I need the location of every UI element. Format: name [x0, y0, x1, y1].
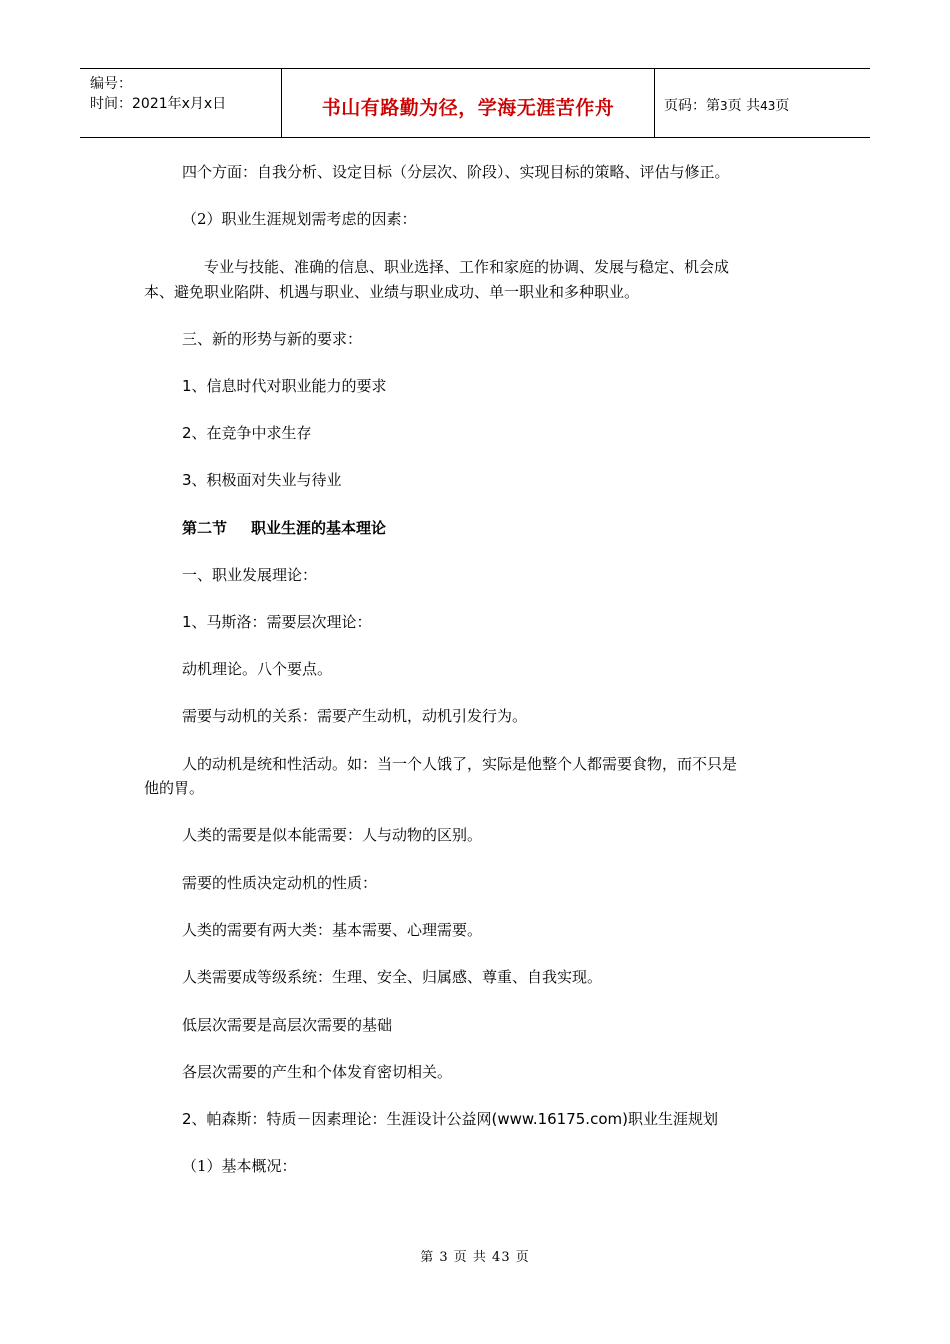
- list-item-1: 1、信息时代对职业能力的要求: [182, 377, 387, 395]
- header-left-cell: [80, 69, 280, 137]
- subheading-maslow: 1、马斯洛：需要层次理论：: [182, 613, 372, 631]
- paragraph-four-aspects: 四个方面：自我分析、设定目标（分层次、阶段）、实现目标的策略、评估与修正。: [182, 163, 730, 181]
- time-text: 时间：2021年x月x日: [90, 96, 227, 112]
- page-footer: 第 3 页 共 43 页: [420, 1250, 530, 1265]
- section-heading-new-situation: 三、新的形势与新的要求：: [182, 330, 363, 348]
- paragraph-lower-needs: 低层次需要是高层次需要的基础: [182, 1016, 393, 1034]
- list-item-2: 2、在竞争中求生存: [182, 424, 312, 442]
- paragraph-motivation-theory: 动机理论。八个要点。: [182, 660, 333, 678]
- paragraph-instinct-needs: 人类的需要是似本能需要：人与动物的区别。: [182, 826, 483, 844]
- page-total: 43: [760, 99, 776, 113]
- page-indicator: [664, 95, 789, 115]
- paragraph-factors-line2: 本、避免职业陷阱、机遇与职业、业绩与职业成功、单一职业和多种职业。: [144, 283, 640, 301]
- paragraph-two-categories: 人类的需要有两大类：基本需要、心理需要。: [182, 921, 483, 939]
- paragraph-need-motivation: 需要与动机的关系：需要产生动机，动机引发行为。: [182, 707, 528, 725]
- subheading-career-development: 一、职业发展理论：: [182, 566, 318, 584]
- header-center-cell: [281, 69, 655, 137]
- paragraph-factors-heading: （2）职业生涯规划需考虑的因素：: [182, 210, 417, 228]
- paragraph-hierarchy: 人类需要成等级系统：生理、安全、归属感、尊重、自我实现。: [182, 968, 603, 986]
- subheading-basic-overview: （1）基本概况：: [182, 1157, 297, 1175]
- header-right-cell: [654, 69, 870, 137]
- section-title: [182, 516, 386, 540]
- page-suffix: 页: [775, 98, 790, 114]
- motto-text: 书山有路勤为径，学海无涯苦作舟: [321, 97, 615, 119]
- paragraph-development: 各层次需要的产生和个体发育密切相关。: [182, 1063, 453, 1081]
- paragraph-integrated-line1: 人的动机是统和性活动。如：当一个人饿了，实际是他整个人都需要食物，而不只是: [182, 755, 738, 773]
- serial-label: 编号：: [90, 76, 132, 92]
- section-number: 第二节: [182, 519, 228, 537]
- paragraph-nature-of-needs: 需要的性质决定动机的性质：: [182, 874, 378, 892]
- page-prefix: 页码：第: [664, 98, 720, 114]
- subheading-parsons: 2、帕森斯：特质－因素理论：生涯设计公益网(www.16175.com)职业生涯规划: [182, 1110, 718, 1128]
- page-mid: 页 共: [727, 98, 761, 114]
- page-number: 3: [720, 99, 728, 113]
- paragraph-factors-line1: 专业与技能、准确的信息、职业选择、工作和家庭的协调、发展与稳定、机会成: [204, 258, 730, 276]
- page-header: [80, 68, 870, 138]
- list-item-3: 3、积极面对失业与待业: [182, 471, 342, 489]
- paragraph-integrated-line2: 他的胃。: [144, 779, 205, 797]
- section-name: 职业生涯的基本理论: [251, 519, 387, 537]
